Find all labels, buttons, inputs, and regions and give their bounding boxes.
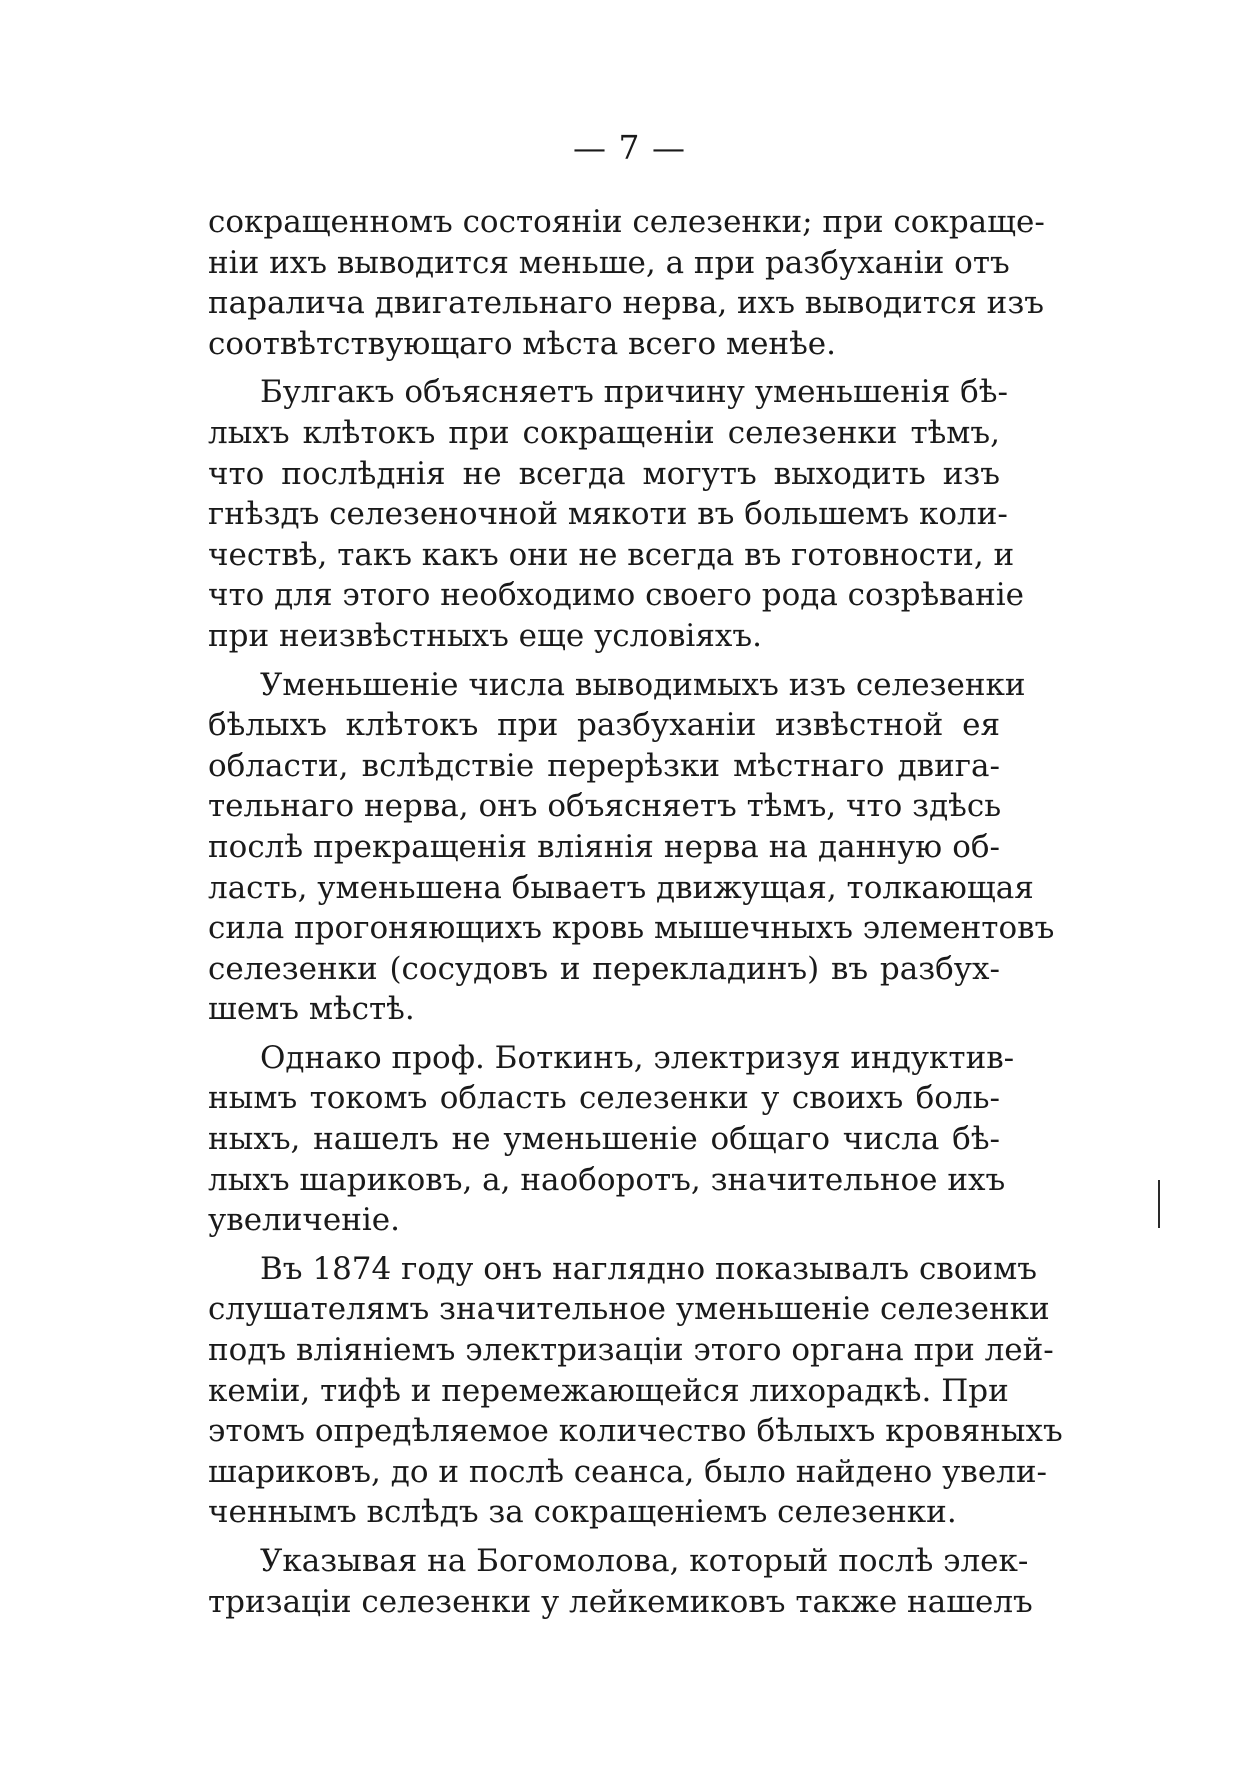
text-line: увеличенiе. [208, 1202, 401, 1239]
text-line: соотвѣтствующаго мѣста всего менѣе. [208, 325, 836, 362]
text-line: что послѣднiя не всегда могутъ выходить изъ [208, 455, 1000, 492]
paragraph-2 [208, 372, 1024, 656]
text-line: тельнаго нерва, онъ объясняетъ тѣмъ, что здѣсь [208, 788, 1002, 825]
text-line: селезенки (сосудовъ и перекладинъ) въ разбух- [208, 950, 1000, 987]
text-line: подъ влiянiемъ электризацiи этого органа при лей- [208, 1332, 1054, 1369]
paragraph-1 [208, 202, 1045, 364]
text-line: сокращенномъ состоянiи селезенки; при сокраще- [208, 204, 1045, 240]
text-line: бѣлыхъ клѣтокъ при разбуханiи извѣстной ея [208, 707, 1000, 744]
text-line: паралича двигательнаго нерва, ихъ выводится изъ [208, 285, 1044, 322]
paragraph-3 [208, 665, 1055, 1030]
text-line: области, вслѣдствiе перерѣзки мѣстнаго двига- [208, 747, 1000, 784]
text-line: нымъ токомъ область селезенки у своихъ боль- [208, 1080, 1000, 1117]
text-line: Уменьшенiе числа выводимыхъ изъ селезенки [260, 666, 1026, 703]
text-line: ченнымъ вслѣдъ за сокращенiемъ селезенки. [208, 1494, 957, 1531]
paragraph-6 [208, 1541, 1033, 1622]
text-line: послѣ прекращенiя влiянiя нерва на данную об- [208, 828, 1000, 865]
text-line: чествѣ, такъ какъ они не всегда въ готовности, и [208, 536, 1015, 573]
text-line: что для этого необходимо своего рода созрѣванiе [208, 577, 1024, 614]
text-line: лыхъ шариковъ, а, наоборотъ, значительное ихъ [208, 1161, 1006, 1198]
text-line: шариковъ, до и послѣ сеанса, было найдено увели- [208, 1453, 1048, 1490]
text-line: ласть, уменьшена бываетъ движущая, толкающая [208, 869, 1034, 906]
margin-mark [1158, 1180, 1160, 1228]
paragraph-5 [208, 1249, 1063, 1533]
text-line: гнѣздъ селезеночной мякоти въ большемъ коли- [208, 496, 1008, 533]
text-line: ныхъ, нашелъ не уменьшенiе общаго числа бѣ- [208, 1121, 1000, 1158]
text-line: тризацiи селезенки у лейкемиковъ также нашелъ [208, 1583, 1033, 1620]
text-line: сила прогоняющихъ кровь мышечныхъ элементовъ [208, 910, 1055, 947]
text-line: нiи ихъ выводится меньше, а при разбуханiи отъ [208, 244, 1010, 281]
text-line: Булгакъ объясняетъ причину уменьшенiя бѣ- [260, 374, 1008, 411]
text-line: лыхъ клѣтокъ при сокращенiи селезенки тѣмъ, [208, 414, 1000, 451]
paragraph-4 [208, 1038, 1015, 1241]
text-line: кемiи, тифѣ и перемежающейся лихорадкѣ. При [208, 1372, 1009, 1409]
text-line: Указывая на Богомолова, который послѣ элек- [260, 1543, 1029, 1579]
page-number: — 7 — [573, 128, 686, 167]
text-line: этомъ опредѣляемое количество бѣлыхъ кровяныхъ [208, 1413, 1063, 1450]
body-text [208, 202, 1063, 1622]
text-line: Въ 1874 году онъ наглядно показывалъ своимъ [260, 1250, 1037, 1287]
text-line: при неизвѣстныхъ еще условiяхъ. [208, 617, 762, 654]
text-line: шемъ мѣстѣ. [208, 991, 415, 1028]
text-line: слушателямъ значительное уменьшенiе селезенки [208, 1291, 1050, 1328]
text-line: Однако проф. Боткинъ, электризуя индуктив- [260, 1039, 1015, 1076]
